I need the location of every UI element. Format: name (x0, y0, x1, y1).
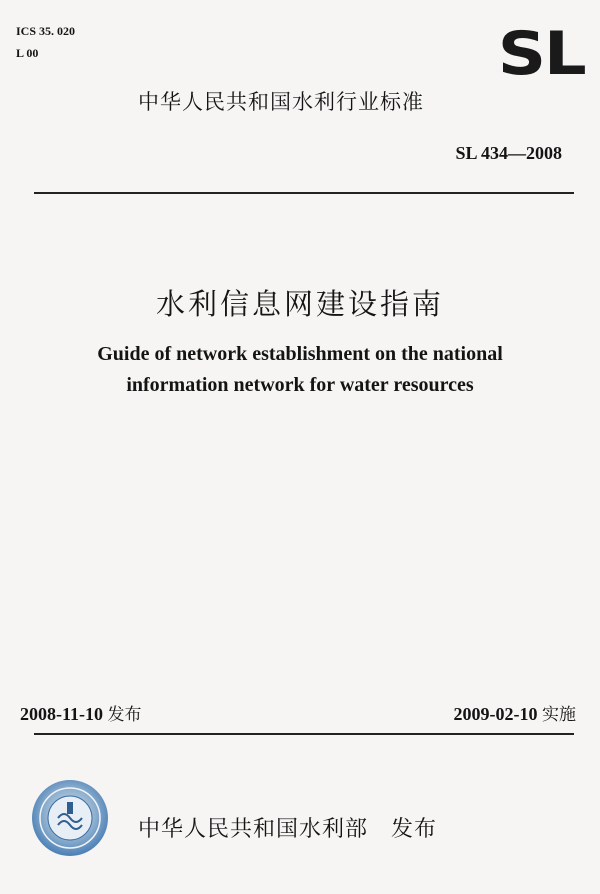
standard-number: SL 434—2008 (455, 143, 562, 163)
ics-code: ICS 35. 020 (16, 24, 76, 38)
issue-date (20, 700, 142, 725)
sl-logo: SL (497, 19, 584, 89)
publisher: 中华人民共和国水利部 发布 (138, 817, 438, 842)
implementation-date (454, 700, 577, 725)
bottom-divider (34, 733, 574, 735)
standard-category: 中华人民共和国水利行业标准 (138, 90, 424, 114)
ministry-emblem-icon (30, 778, 110, 858)
ccs-code: L 00 (16, 46, 39, 60)
issue-date-label: 发布 (107, 705, 142, 725)
title-english-line-2: information network for water resources (126, 374, 474, 396)
implementation-date-label: 实施 (542, 705, 576, 725)
top-divider (34, 192, 574, 194)
implementation-date-value: 2009-02-10 (453, 704, 538, 724)
issue-date-value: 2008-11-10 (20, 704, 103, 724)
title-chinese: 水利信息网建设指南 (155, 287, 444, 321)
title-english-line-1: Guide of network establishment on the national (97, 343, 503, 365)
